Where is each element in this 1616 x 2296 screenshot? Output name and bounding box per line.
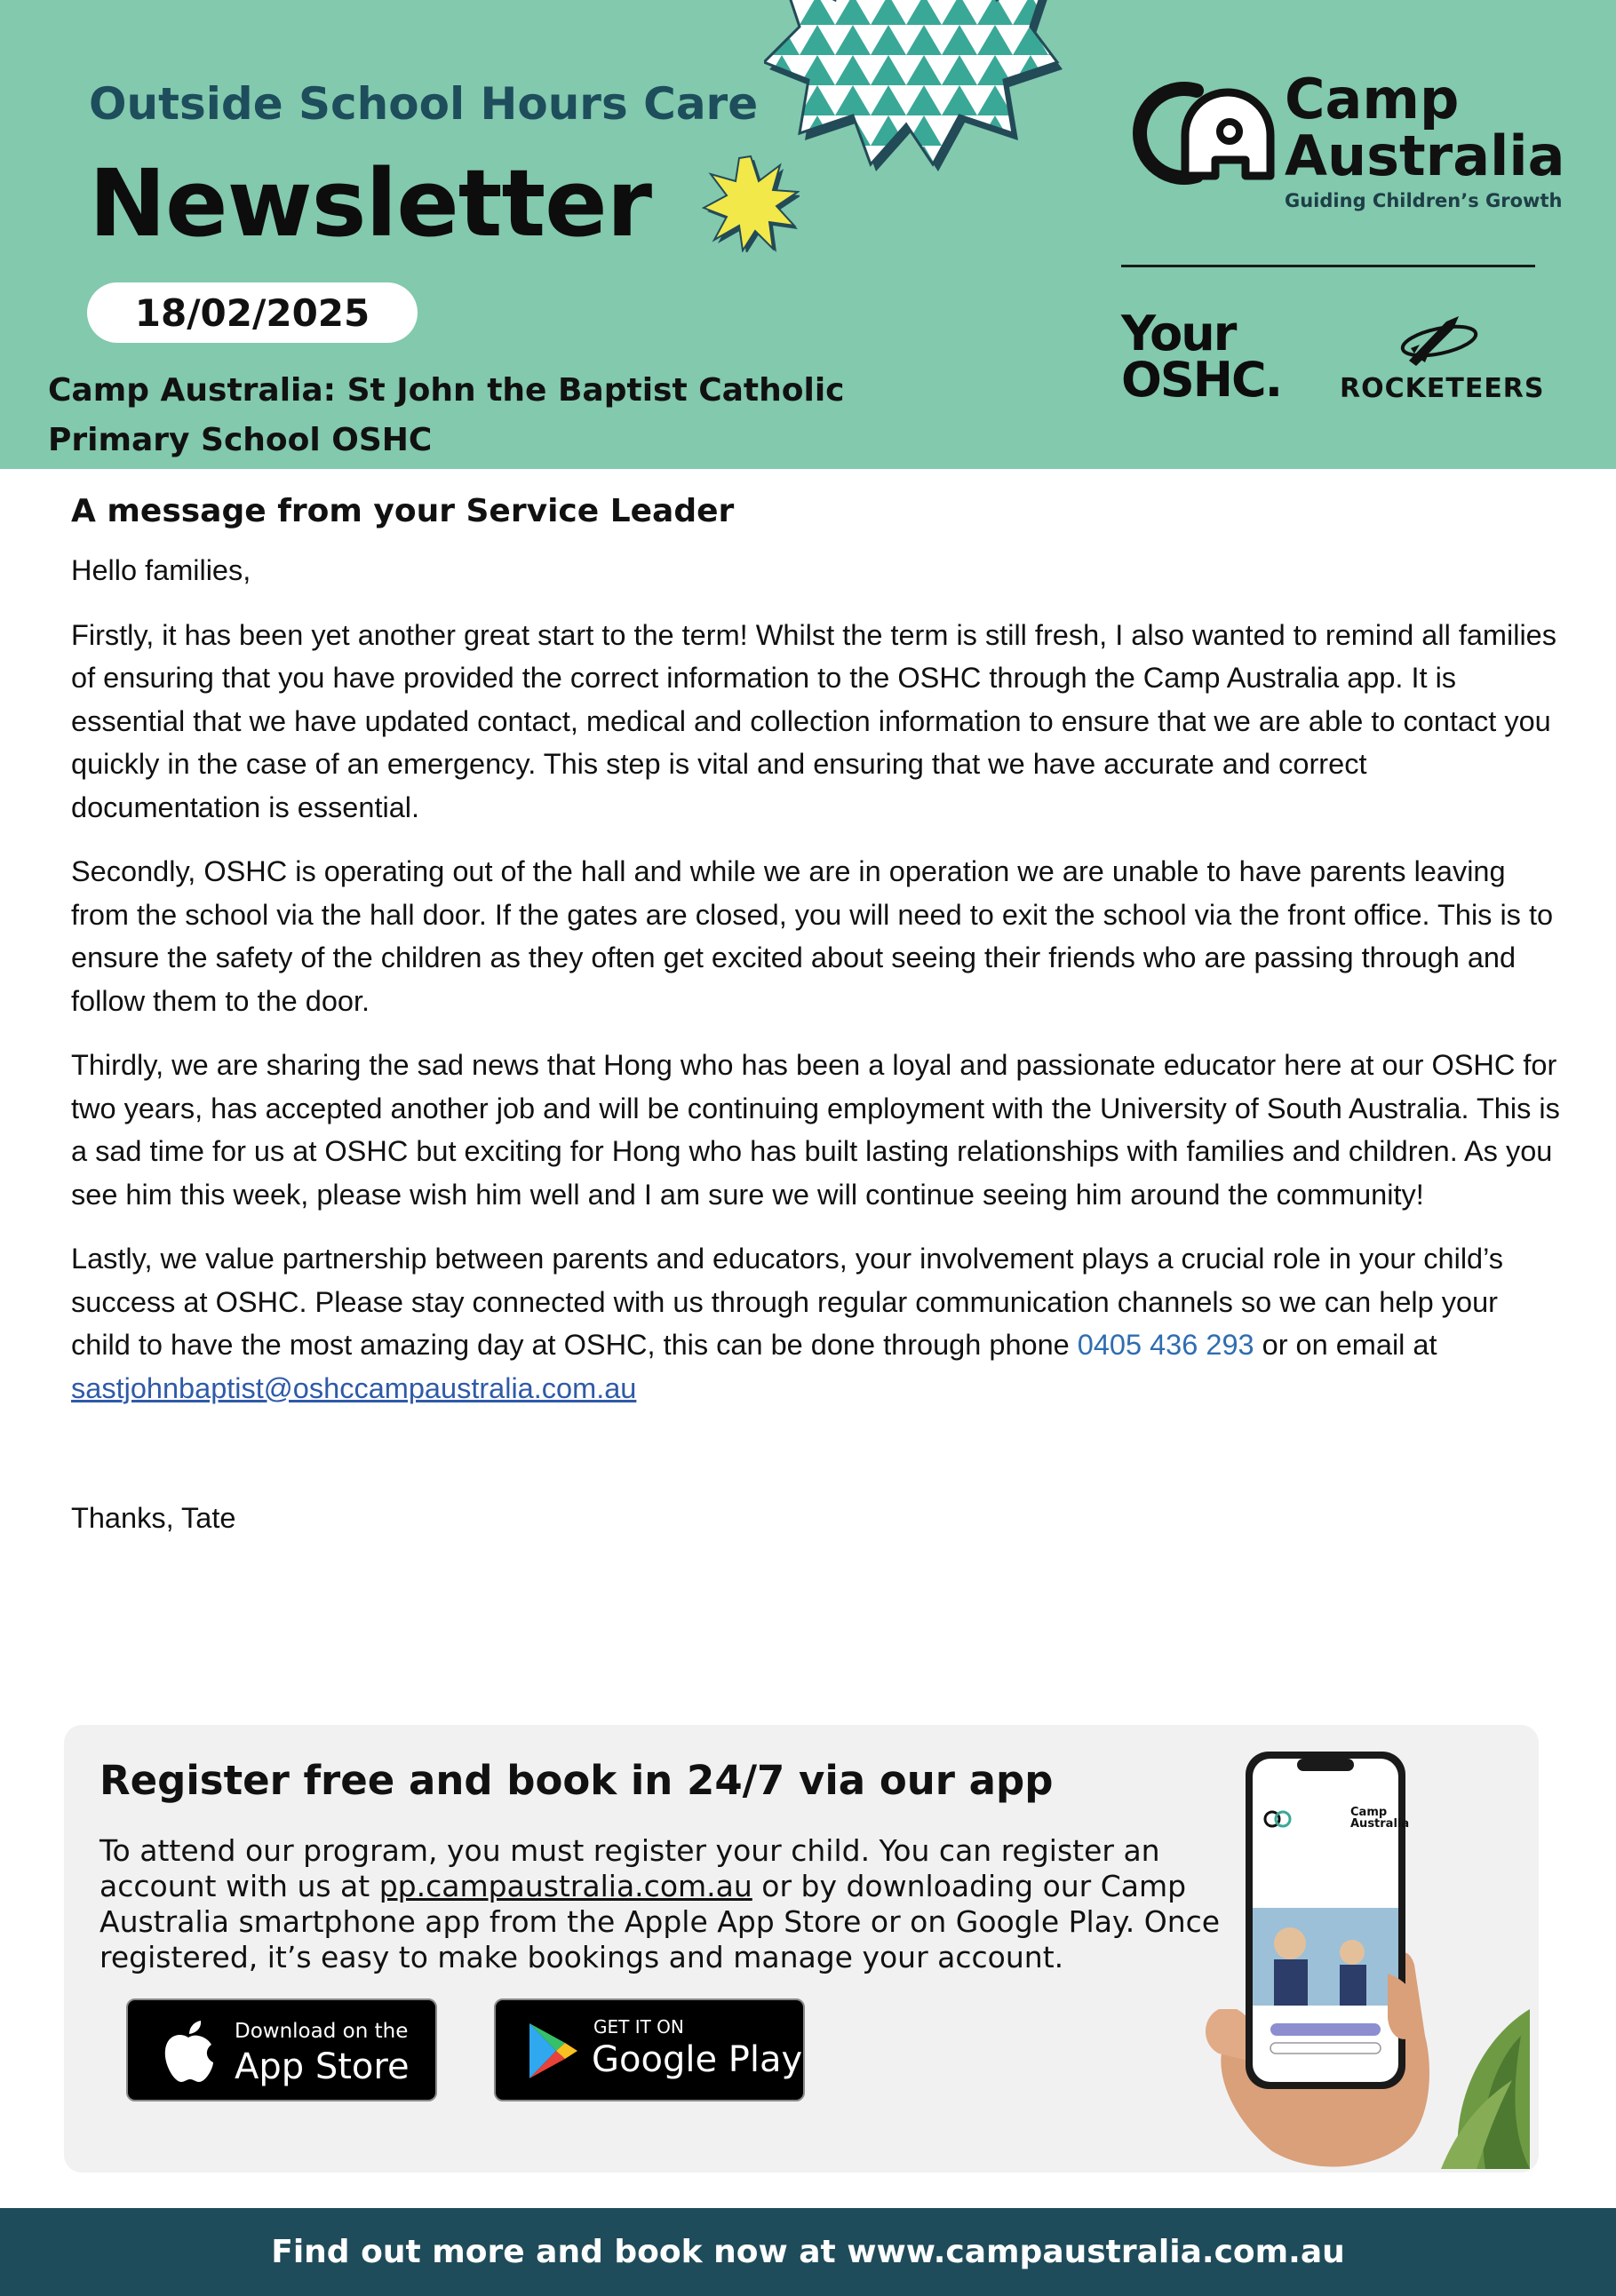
signoff: Thanks, Tate: [71, 1502, 236, 1534]
date-badge: [87, 282, 418, 343]
date-text: 18/02/2025: [134, 290, 370, 335]
rocketeers-logo-text: ROCKETEERS: [1340, 373, 1545, 404]
google-play-button[interactable]: [494, 1998, 805, 2101]
app-store-small-label: Download on the: [235, 2020, 409, 2043]
footer-banner: [0, 2208, 1616, 2296]
apple-icon: [160, 2020, 217, 2084]
promo-text-b: or by downloading our Camp Australia smartphone app from the Apple App Store or on Google Play. Once registered, it’s easy to make bookings and manage your account.: [100, 1869, 1221, 1974]
header-divider: [1121, 265, 1535, 267]
app-store-label: App Store: [235, 2046, 410, 2087]
paragraph-4: [71, 1237, 1564, 1410]
newsletter-title: Newsletter: [89, 149, 651, 258]
registration-link[interactable]: pp.campaustralia.com.au: [378, 1869, 752, 1903]
sun-icon: [702, 155, 800, 252]
paragraph-4-text-b: or on email at: [1254, 1329, 1437, 1361]
phone-number[interactable]: 0405 436 293: [1077, 1329, 1254, 1361]
greeting: Hello families,: [71, 554, 251, 586]
message-section: [71, 487, 1564, 1561]
email-link[interactable]: sastjohnbaptist@oshccampaustralia.com.au: [71, 1371, 637, 1404]
camp-australia-logo-icon: [1112, 71, 1281, 204]
phone-brand-line2: Australia: [1350, 1817, 1410, 1831]
app-store-button[interactable]: [126, 1998, 437, 2101]
newsletter-header: [0, 0, 1616, 469]
paragraph-4-text-a: Lastly, we value partnership between parents and educators, your involvement plays a crucial role in your child’s success at OSHC. Please stay connected with us through regular communication channels so we can help your child to have the most amazing day at OSHC, this can be done through phone: [71, 1243, 1504, 1361]
google-play-icon: [526, 2022, 579, 2080]
brand-tagline: Guiding Children’s Growth: [1285, 190, 1563, 211]
phone-screen-brand: [1350, 1807, 1409, 1830]
promo-text-a: To attend our program, you must register your child. You can register an account with us at: [100, 1833, 1160, 1903]
promo-title: Register free and book in 24/7 via our app: [100, 1757, 1054, 1804]
your-oshc-logo: [1121, 306, 1282, 408]
school-name: Camp Australia: St John the Baptist Catholic Primary School OSHC: [48, 372, 845, 458]
app-promo-box: [64, 1725, 1539, 2173]
your-oshc-line2: OSHC.: [1121, 352, 1282, 408]
star-burst-icon: [764, 0, 1066, 178]
google-play-label: Google Play: [592, 2039, 803, 2080]
message-heading: A message from your Service Leader: [71, 493, 735, 529]
footer-text[interactable]: Find out more and book now at www.campaustralia.com.au: [271, 2234, 1345, 2270]
paragraph-1: Firstly, it has been yet another great start to the term! Whilst the term is still fresh, I also wanted to remind all families of ensuring that you have provided the correct information to the OSHC through the Camp Australia app. It is essential that we have updated contact, medical and collection information to ensure that we are able to contact you quickly in the case of an emergency. This step is vital and ensuring that we have accurate and correct documentation is essential.: [71, 618, 1556, 823]
promo-text: [100, 1833, 1237, 1975]
google-play-small-label: GET IT ON: [593, 2016, 684, 2038]
program-title: Outside School Hours Care: [89, 78, 759, 130]
rocket-icon: [1393, 309, 1482, 371]
brand-name-line2: Australia: [1285, 123, 1565, 188]
your-oshc-line1: Your: [1121, 306, 1236, 361]
phone-brand-line1: Camp: [1350, 1806, 1388, 1819]
paragraph-2: Secondly, OSHC is operating out of the hall and while we are in operation we are unable to have parents leaving from the school via the hall door. If the gates are closed, you will need to exit the school via the front office. This is to ensure the safety of the children as they often get excited about seeing their friends who are passing through and follow them to the door.: [71, 855, 1554, 1017]
brand-name-line1: Camp: [1285, 67, 1460, 131]
paragraph-3: Thirdly, we are sharing the sad news that Hong who has been a loyal and passionate educator here at our OSHC for two years, has accepted another job and will be continuing employment with the University of South Australia. This is a sad time for us at OSHC but exciting for Hong who has built lasting relationships with families and children. As you see him this week, please wish him well and I am sure we will continue seeing him around the community!: [71, 1049, 1560, 1211]
